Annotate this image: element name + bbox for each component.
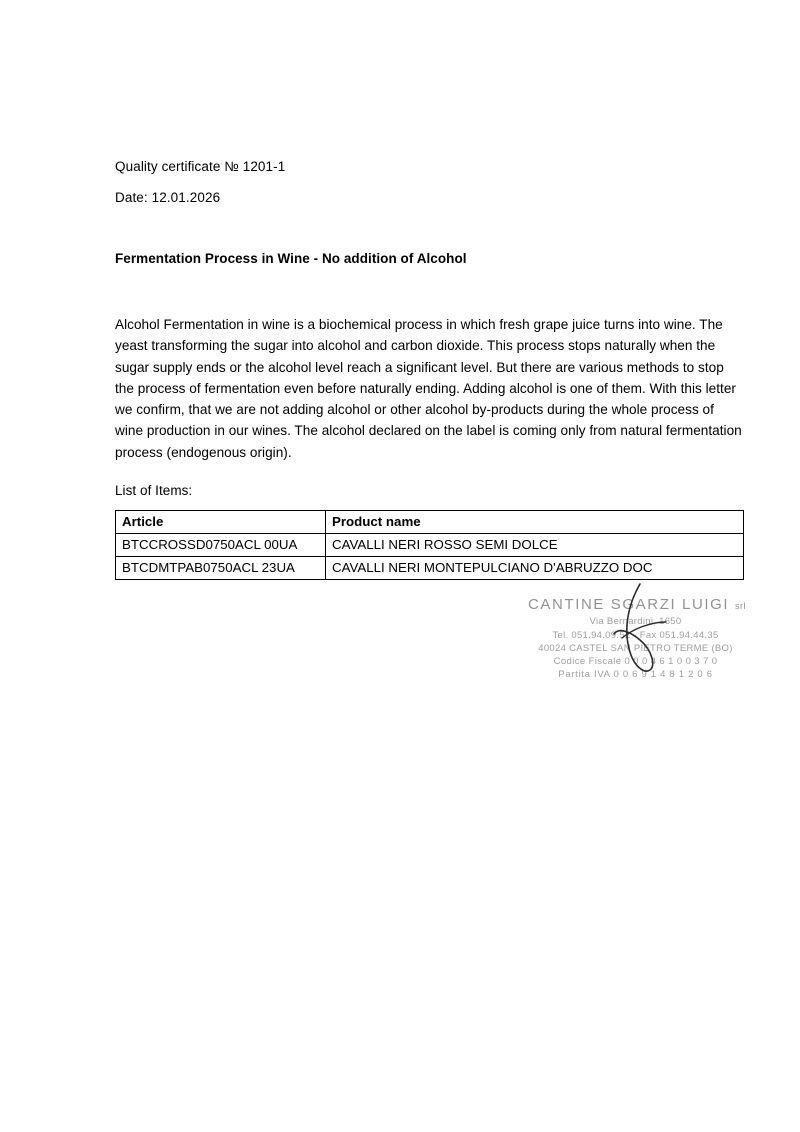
column-header-article: Article <box>116 511 326 534</box>
signature-mark <box>600 578 690 698</box>
table-row <box>116 534 744 557</box>
stamp-company-name <box>528 596 746 613</box>
stamp-partita-iva: Partita IVA 0 0 6 9 1 4 8 1 2 0 6 <box>558 669 713 680</box>
cell-article: BTCDMTPAB0750ACL 23UA <box>116 557 326 580</box>
certificate-date: Date: 12.01.2026 <box>115 189 221 205</box>
document-title: Fermentation Process in Wine - No addition of Alcohol <box>115 251 467 266</box>
column-header-product-name: Product name <box>326 511 744 534</box>
company-stamp <box>528 592 746 687</box>
stamp-telephone: Tel. 051.94.09.52 - Fax 051.94.44.35 <box>552 630 719 641</box>
stamp-company-text: CANTINE SGARZI LUIGI <box>528 596 730 613</box>
certificate-number: Quality certificate № 1201-1 <box>115 159 286 174</box>
stamp-city: 40024 CASTEL SAN PIETRO TERME (BO) <box>538 643 733 654</box>
cell-product-name: CAVALLI NERI ROSSO SEMI DOLCE <box>326 534 744 557</box>
document-content <box>115 160 745 580</box>
stamp-company-suffix: srl <box>734 601 746 611</box>
list-of-items-label: List of Items: <box>115 483 193 499</box>
items-table <box>115 510 744 580</box>
table-row <box>116 557 744 580</box>
body-paragraph: Alcohol Fermentation in wine is a biochemical process in which fresh grape juice turns into wine. The yeast transforming the sugar into alcohol and carbon dioxide. This process stops naturally when the sugar supply ends or the alcohol level reach a significant level. But there are various methods to stop the process of fermentation even before naturally ending. Adding alcohol is one of them. With this letter we confirm, that we are not adding alcohol or other alcohol by-products during the whole process of wine production in our wines. The alcohol declared on the label is coming only from natural fermentation process (endogenous origin). <box>115 317 742 460</box>
stamp-codice-fiscale: Codice Fiscale 0 0 0 4 6 1 0 0 3 7 0 <box>553 656 718 667</box>
cell-article: BTCCROSSD0750ACL 00UA <box>116 534 326 557</box>
table-header-row <box>116 511 744 534</box>
cell-product-name: CAVALLI NERI MONTEPULCIANO D'ABRUZZO DOC <box>326 557 744 580</box>
stamp-address: Via Bernardini, 1650 <box>589 616 682 627</box>
